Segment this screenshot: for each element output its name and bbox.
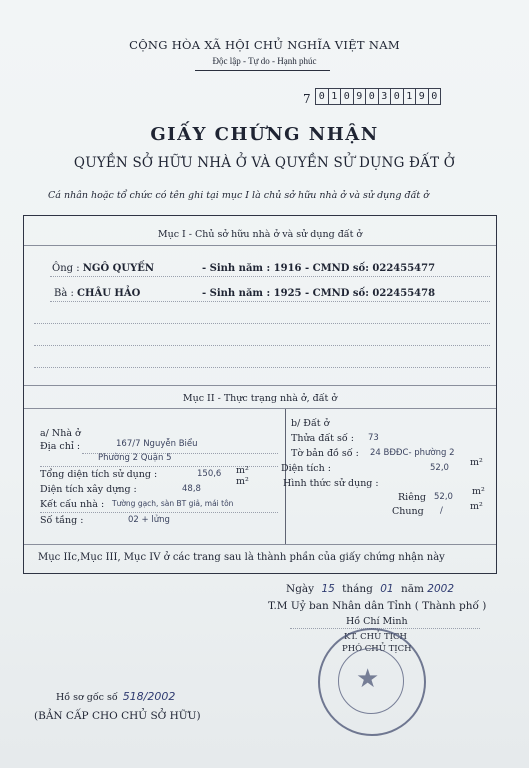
serial-digit: 1 <box>403 88 417 105</box>
dotted-line <box>40 512 278 513</box>
section-2-title: Mục II - Thực trạng nhà ở, đất ở <box>182 393 338 404</box>
address-line-2: Phường 2 Quận 5 <box>98 453 172 463</box>
owner-2-details: - Sinh năm : 1925 - CMND số: 022455478 <box>202 288 436 299</box>
map-label: Tờ bản đồ số : <box>291 448 359 459</box>
owner-prefix: Ông : <box>52 263 80 274</box>
column-divider <box>285 409 286 544</box>
archive-number: 518/2002 <box>122 690 176 703</box>
archive-record <box>56 690 175 703</box>
total-area-value: 150,6 <box>197 469 222 479</box>
issue-date <box>286 583 454 595</box>
date-month: 01 <box>380 583 394 595</box>
dotted-line <box>50 301 490 302</box>
certificate-title: GIẤY CHỨNG NHẬN <box>150 124 379 145</box>
issuing-city: Hồ Chí Minh <box>346 616 408 627</box>
map-value: 24 BĐĐC- phường 2 <box>370 448 455 458</box>
date-day: 15 <box>321 583 335 595</box>
certificate-subtitle: QUYỀN SỞ HỮU NHÀ Ở VÀ QUYỀN SỬ DỤNG ĐẤT Ở <box>73 155 456 171</box>
address-line-1: 167/7 Nguyễn Biểu <box>116 439 198 449</box>
private-label: Riêng <box>398 492 427 503</box>
section-1-title: Mục I - Chủ sở hữu nhà ở và sử dụng đất ở <box>157 229 363 240</box>
dotted-line <box>50 276 490 277</box>
shared-label: Chung <box>392 506 424 517</box>
dotted-line <box>34 345 490 346</box>
owner-1-details: - Sinh năm : 1916 - CMND số: 022455477 <box>202 263 436 274</box>
total-area-label: Tổng diện tích sử dụng : <box>40 469 158 480</box>
land-heading: b/ Đất ở <box>291 418 330 429</box>
signatory-role-2: PHÓ CHỦ TỊCH <box>342 644 412 654</box>
shared-value: / <box>440 506 443 516</box>
owner-name: CHÂU HẢO <box>77 288 141 299</box>
usage-label: Hình thức sử dụng : <box>283 478 379 489</box>
structure-label: Kết cấu nhà : <box>40 499 105 510</box>
land-area-value: 52,0 <box>430 463 449 473</box>
construction-area-label: Diện tích xây dựng : <box>40 484 137 495</box>
date-prefix: Ngày <box>286 583 315 595</box>
serial-digit: 0 <box>340 88 354 105</box>
divider <box>24 544 496 545</box>
date-year: 2002 <box>427 583 455 595</box>
shared-unit: m² <box>470 501 483 512</box>
land-area-label: Diện tích : <box>281 463 331 474</box>
owner-prefix: Bà : <box>54 288 74 299</box>
divider <box>24 408 496 409</box>
construction-area-unit: m² <box>236 476 249 487</box>
land-area-unit: m² <box>470 457 483 468</box>
serial-digit: 1 <box>328 88 342 105</box>
dotted-line <box>34 323 490 324</box>
serial-digit: 0 <box>428 88 442 105</box>
continuation-note: Mục IIc,Mục III, Mục IV ở các trang sau là thành phần của giấy chứng nhận này <box>38 552 445 563</box>
total-area-unit: m² <box>236 465 249 476</box>
serial-prefix: 7 <box>303 92 311 106</box>
serial-number <box>316 88 441 105</box>
parcel-label: Thửa đất số : <box>291 433 354 444</box>
address-label: Địa chỉ : <box>40 441 81 452</box>
floors-label: Số tầng : <box>40 515 84 526</box>
owner-2 <box>54 288 140 299</box>
month-label: tháng <box>342 583 373 595</box>
owner-1 <box>52 263 154 274</box>
intro-statement: Cá nhân hoặc tổ chức có tên ghi tại mục I là chủ sở hữu nhà ở và sử dụng đất ở <box>48 190 429 201</box>
divider <box>24 385 496 386</box>
copy-note: (BẢN CẤP CHO CHỦ SỞ HỮU) <box>34 710 201 722</box>
floors-value: 02 + lửng <box>128 515 170 525</box>
serial-digit: 3 <box>378 88 392 105</box>
owner-name: NGÔ QUYẾN <box>82 263 154 274</box>
construction-area-value: 48,8 <box>182 484 201 494</box>
parcel-value: 73 <box>368 433 379 443</box>
serial-digit: 0 <box>365 88 379 105</box>
private-unit: m² <box>472 486 485 497</box>
republic-heading: CỘNG HÒA XÃ HỘI CHỦ NGHĨA VIỆT NAM <box>129 38 400 52</box>
house-heading: a/ Nhà ở <box>40 428 81 439</box>
national-motto: Độc lập - Tự do - Hạnh phúc <box>212 56 317 66</box>
serial-digit: 0 <box>390 88 404 105</box>
seal-star-icon: ★ <box>356 664 380 694</box>
serial-digit: 9 <box>353 88 367 105</box>
divider <box>24 245 496 246</box>
private-value: 52,0 <box>434 492 453 502</box>
serial-digit: 0 <box>315 88 329 105</box>
issuing-authority: T.M Uỷ ban Nhân dân Tỉnh ( Thành phố ) <box>268 600 487 612</box>
year-label: năm <box>400 583 424 595</box>
serial-digit: 9 <box>415 88 429 105</box>
structure-value: Tường gạch, sàn BT giả, mái tôn <box>112 499 234 508</box>
archive-label: Hồ sơ gốc số <box>56 692 118 703</box>
signatory-role-1: KT. CHỦ TỊCH <box>344 632 407 642</box>
dotted-line <box>34 367 490 368</box>
motto-underline <box>195 70 330 71</box>
